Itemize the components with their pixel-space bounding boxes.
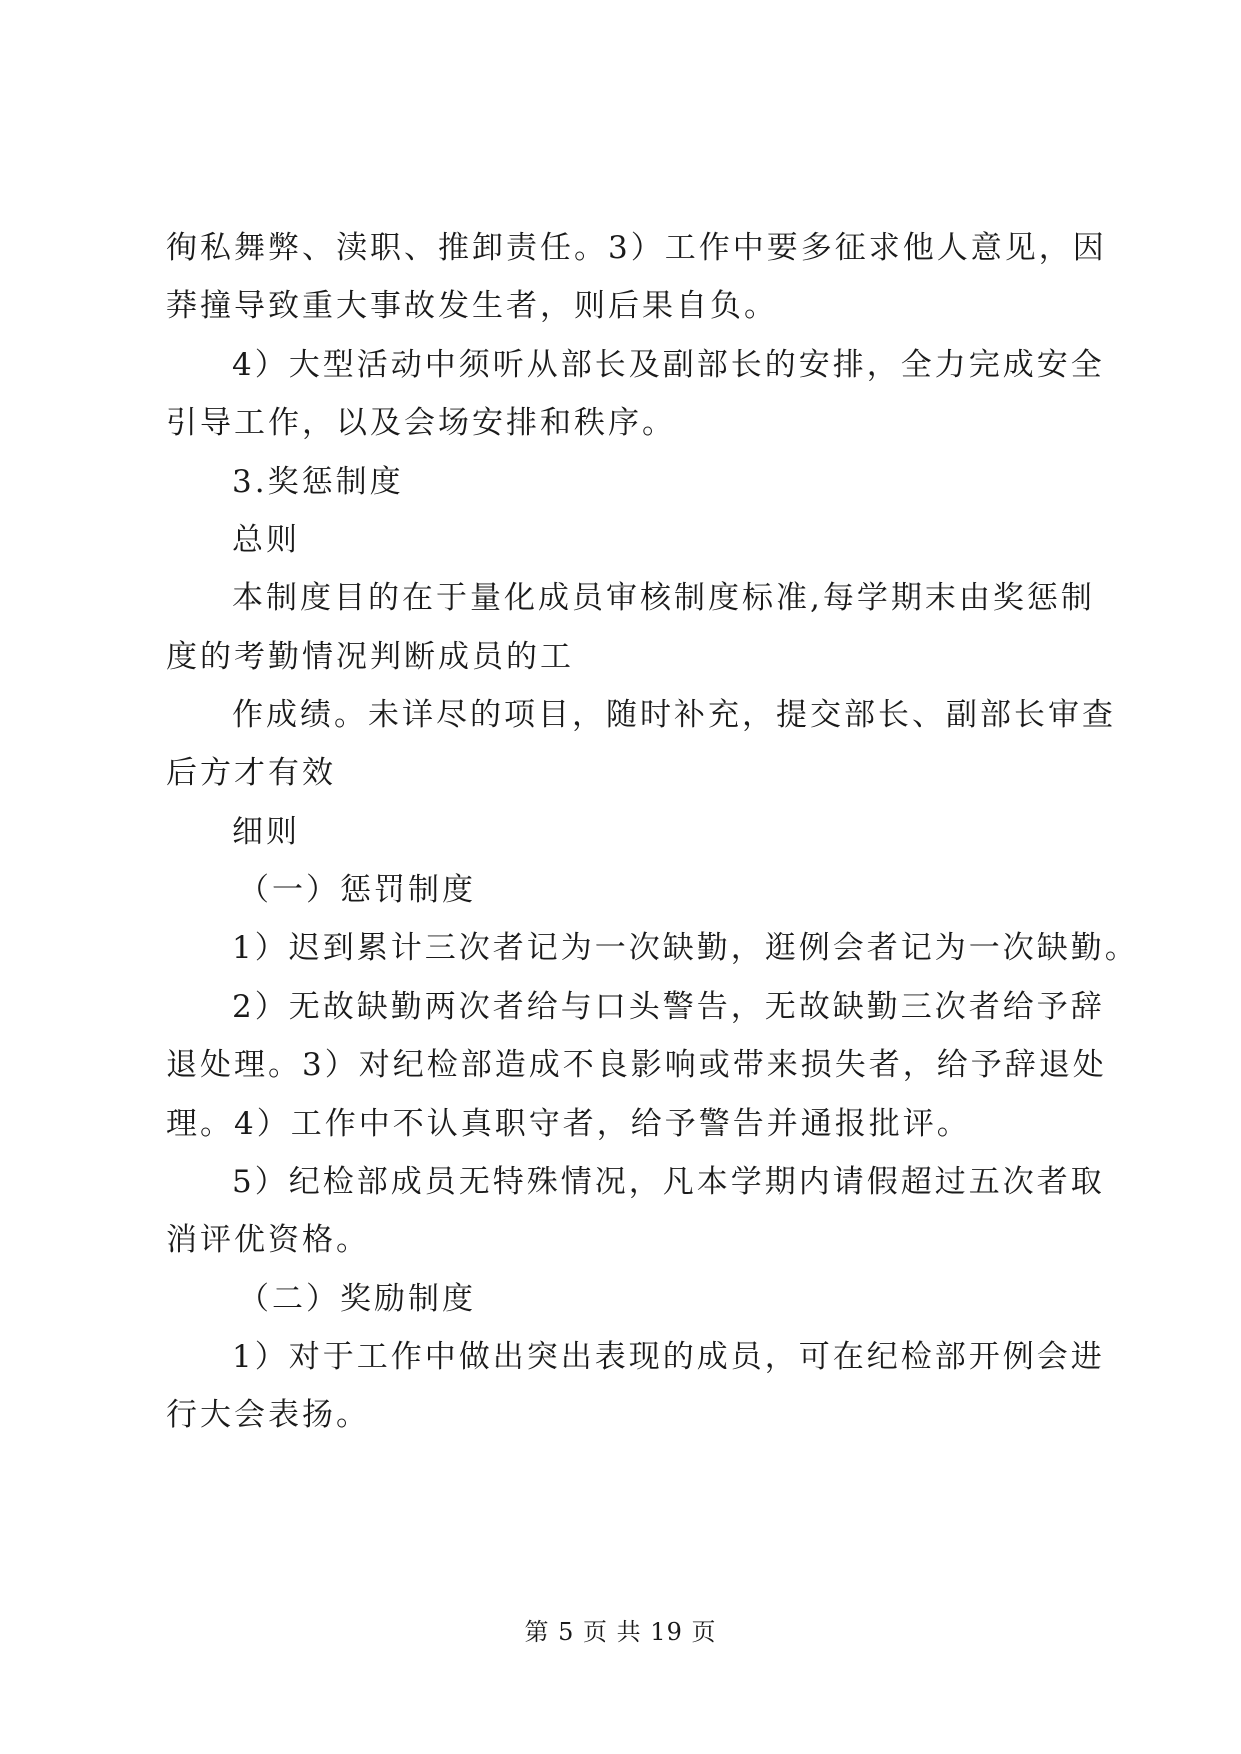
text-line: 引导工作，以及会场安排和秩序。 <box>166 405 676 441</box>
text-line: 后方才有效 <box>166 755 336 791</box>
section-heading: 3.奖惩制度 <box>232 464 404 500</box>
text-line: 退处理。3）对纪检部造成不良影响或带来损失者，给予辞退处 <box>166 1047 1107 1083</box>
text-line: 1）迟到累计三次者记为一次缺勤，逛例会者记为一次缺勤。 <box>232 930 1139 966</box>
text-line: 莽撞导致重大事故发生者，则后果自负。 <box>166 288 778 324</box>
text-line: 作成绩。未详尽的项目，随时补充，提交部长、副部长审查 <box>232 697 1116 733</box>
text-line: 行大会表扬。 <box>166 1397 370 1433</box>
text-line: 2）无故缺勤两次者给与口头警告，无故缺勤三次者给予辞 <box>232 989 1105 1025</box>
text-line: 徇私舞弊、渎职、推卸责任。3）工作中要多征求他人意见，因 <box>166 230 1107 266</box>
text-line: 度的考勤情况判断成员的工 <box>166 639 574 675</box>
text-line: 消评优资格。 <box>166 1222 370 1258</box>
subheading: 总则 <box>232 522 300 558</box>
text-line: 4）大型活动中须听从部长及副部长的安排，全力完成安全 <box>232 347 1105 383</box>
text-line: 5）纪检部成员无特殊情况，凡本学期内请假超过五次者取 <box>232 1164 1105 1200</box>
text-line: 理。4）工作中不认真职守者，给予警告并通报批评。 <box>166 1106 971 1142</box>
text-line: 本制度目的在于量化成员审核制度标准,每学期末由奖惩制 <box>232 580 1095 616</box>
text-line: 1）对于工作中做出突出表现的成员，可在纪检部开例会进 <box>232 1339 1105 1375</box>
subheading: 细则 <box>232 814 300 850</box>
subheading: （一）惩罚制度 <box>238 872 476 908</box>
subheading: （二）奖励制度 <box>238 1281 476 1317</box>
page-number: 第 5 页 共 19 页 <box>524 1618 717 1646</box>
